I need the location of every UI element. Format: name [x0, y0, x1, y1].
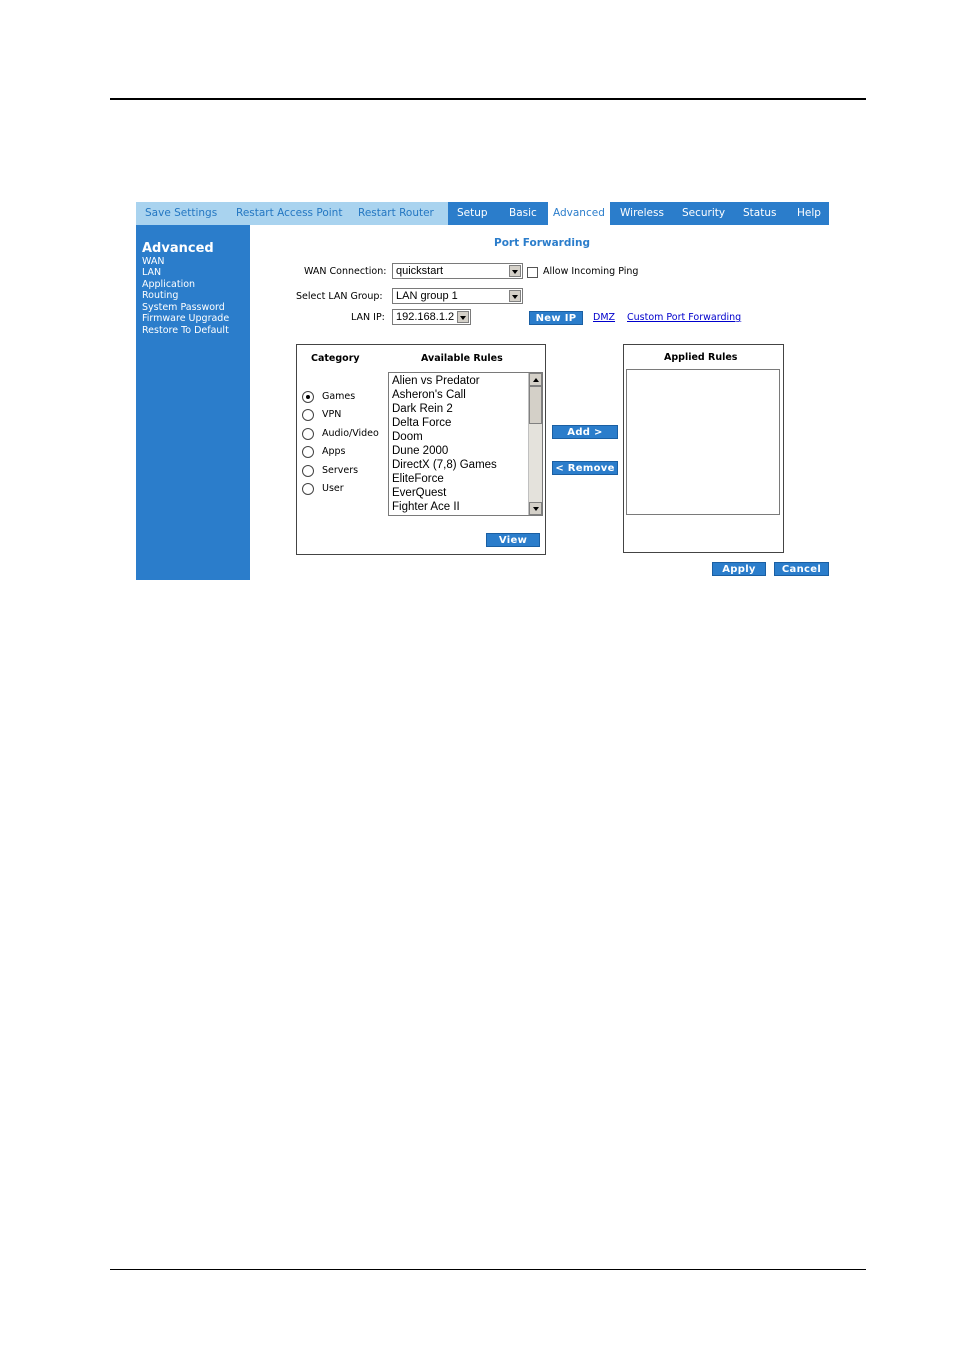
remove-rule-button[interactable]: < Remove [552, 461, 618, 475]
lan-group-select[interactable] [392, 288, 523, 304]
view-button[interactable]: View [486, 533, 540, 547]
lan-ip-value: 192.168.1.2 [396, 311, 455, 323]
apply-button[interactable]: Apply [712, 562, 766, 576]
sidebar [136, 225, 250, 580]
list-item[interactable]: DirectX (7,8) Games [392, 459, 497, 471]
page-bottom-rule [110, 1269, 866, 1270]
list-item[interactable]: Doom [392, 431, 423, 443]
list-item[interactable]: EverQuest [392, 487, 447, 499]
page-top-rule [110, 98, 866, 100]
page-title: Port Forwarding [494, 237, 590, 249]
sidebar-item-wan[interactable]: WAN [142, 256, 165, 267]
tab-advanced[interactable]: Advanced [548, 202, 610, 225]
save-settings-button[interactable]: Save Settings [145, 207, 218, 219]
applied-rules-panel [623, 344, 784, 553]
category-label-vpn: VPN [322, 409, 342, 420]
router-admin-window [136, 202, 829, 580]
scroll-down-icon[interactable] [529, 502, 542, 515]
chevron-down-icon [509, 265, 521, 277]
wan-connection-select[interactable] [392, 263, 523, 279]
lan-group-value: LAN group 1 [396, 290, 458, 302]
category-radio-user[interactable] [302, 483, 314, 495]
wan-connection-value: quickstart [396, 265, 444, 277]
sidebar-item-restore-to-default[interactable]: Restore To Default [142, 325, 229, 336]
lan-group-label: Select LAN Group: [296, 291, 383, 302]
category-radio-vpn[interactable] [302, 409, 314, 421]
cancel-button[interactable]: Cancel [774, 562, 829, 576]
list-item[interactable]: EliteForce [392, 473, 444, 485]
sidebar-title: Advanced [142, 241, 214, 256]
sidebar-item-routing[interactable]: Routing [142, 290, 179, 301]
scroll-up-icon[interactable] [529, 373, 542, 386]
tab-setup[interactable]: Setup [457, 207, 488, 219]
list-item[interactable]: Asheron's Call [392, 389, 466, 401]
dmz-link[interactable]: DMZ [593, 312, 616, 323]
category-radio-apps[interactable] [302, 446, 314, 458]
sidebar-item-system-password[interactable]: System Password [142, 302, 225, 313]
sidebar-item-firmware-upgrade[interactable]: Firmware Upgrade [142, 313, 230, 324]
scrollbar-thumb[interactable] [529, 386, 542, 424]
category-label-apps: Apps [322, 446, 346, 457]
sidebar-item-application[interactable]: Application [142, 279, 196, 290]
lan-ip-select[interactable] [392, 309, 471, 325]
allow-ping-label: Allow Incoming Ping [543, 266, 639, 277]
restart-router-button[interactable]: Restart Router [358, 207, 434, 219]
category-header: Category [311, 353, 360, 364]
applied-rules-header: Applied Rules [664, 352, 738, 363]
available-rules-header: Available Rules [421, 353, 503, 364]
new-ip-button[interactable]: New IP [529, 311, 583, 325]
category-label-servers: Servers [322, 465, 359, 476]
list-item[interactable]: Dark Rein 2 [392, 403, 453, 415]
category-label-games: Games [322, 391, 356, 402]
category-label-audio-video: Audio/Video [322, 428, 379, 439]
available-rules-scrollbar[interactable] [528, 373, 542, 515]
list-item[interactable]: Dune 2000 [392, 445, 449, 457]
list-item[interactable]: Fighter Ace II [392, 501, 460, 513]
lan-ip-label: LAN IP: [351, 312, 385, 323]
tab-basic[interactable]: Basic [509, 207, 537, 219]
add-rule-button[interactable]: Add > [552, 425, 618, 439]
tab-wireless[interactable]: Wireless [620, 207, 664, 219]
category-label-user: User [322, 483, 344, 494]
category-radio-games[interactable] [302, 391, 314, 403]
list-item[interactable]: Delta Force [392, 417, 452, 429]
restart-access-point-button[interactable]: Restart Access Point [236, 207, 343, 219]
allow-ping-checkbox[interactable] [527, 267, 538, 278]
tab-security[interactable]: Security [682, 207, 726, 219]
chevron-down-icon [457, 311, 469, 323]
rules-panel [296, 344, 546, 555]
category-radio-servers[interactable] [302, 465, 314, 477]
sidebar-item-lan[interactable]: LAN [142, 267, 162, 278]
list-item[interactable]: Alien vs Predator [392, 375, 480, 387]
tab-status[interactable]: Status [743, 207, 777, 219]
category-radio-audio-video[interactable] [302, 428, 314, 440]
chevron-down-icon [509, 290, 521, 302]
tab-help[interactable]: Help [797, 207, 821, 219]
custom-port-forwarding-link[interactable]: Custom Port Forwarding [627, 312, 742, 323]
available-rules-list[interactable] [388, 372, 543, 516]
applied-rules-list[interactable] [626, 369, 780, 515]
wan-connection-label: WAN Connection: [304, 266, 387, 277]
top-navigation [136, 202, 829, 225]
